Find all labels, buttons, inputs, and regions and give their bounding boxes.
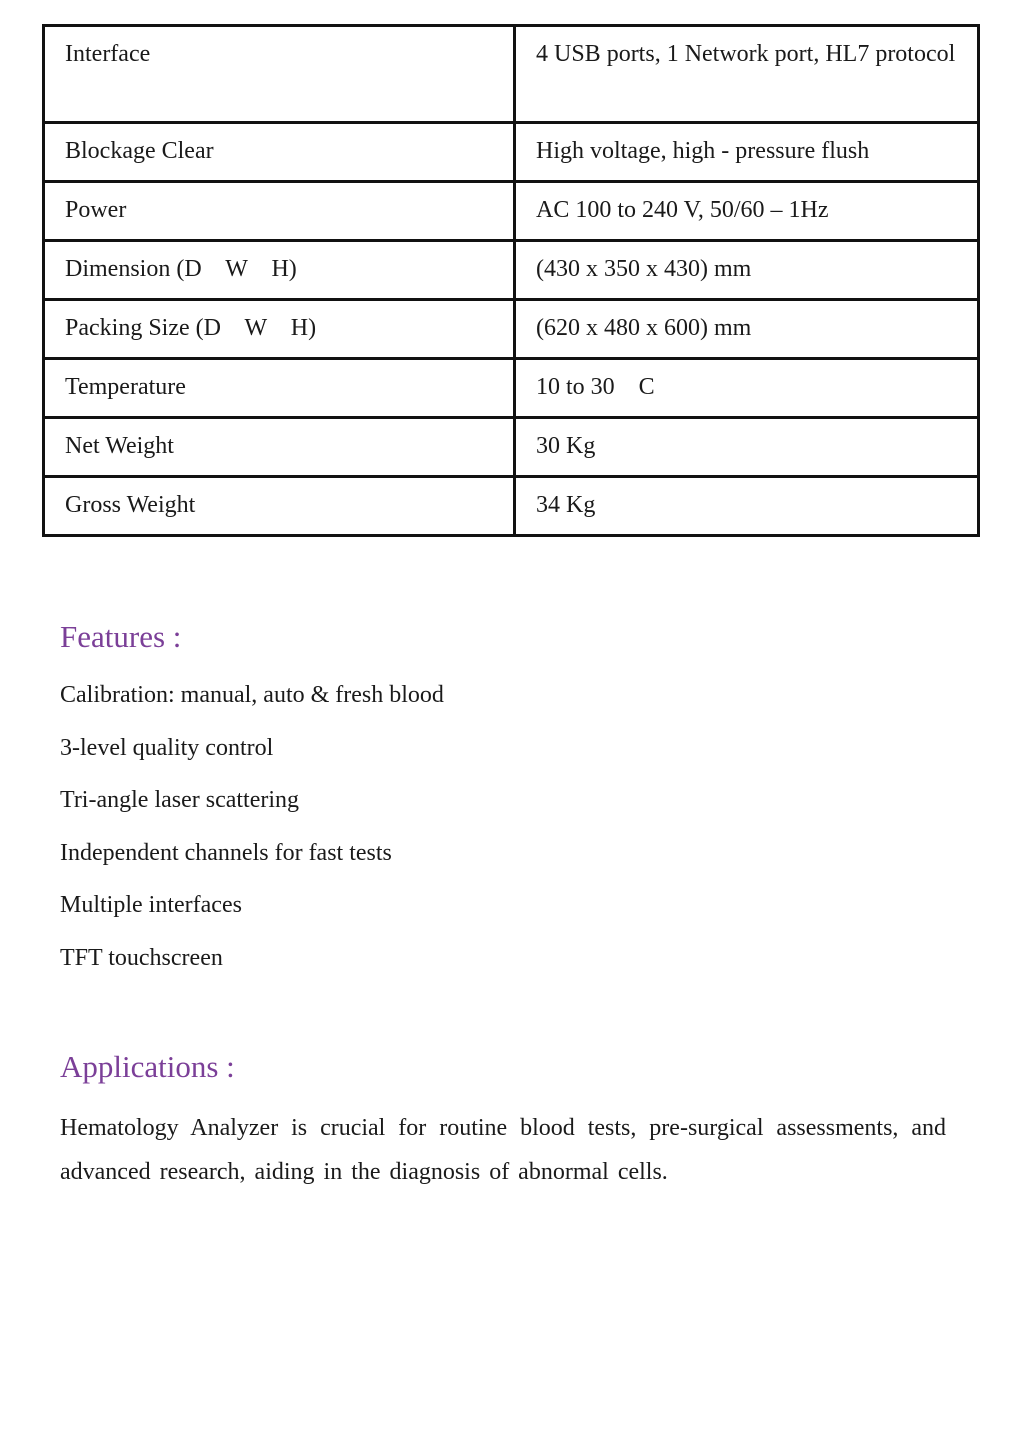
table-row [44, 123, 979, 182]
list-item: Tri-angle laser scattering [60, 787, 300, 813]
table-row [44, 418, 979, 477]
table-row [44, 182, 979, 241]
applications-heading: Applications : [60, 1049, 235, 1084]
spec-key: Net Weight [44, 418, 515, 477]
list-item: Independent channels for fast tests [60, 839, 392, 866]
spec-value: (430 x 350 x 430) mm [515, 241, 979, 300]
list-item: Multiple interfaces [60, 892, 242, 918]
specifications-table [42, 24, 980, 537]
spec-value: 4 USB ports, 1 Network port, HL7 protocol [515, 26, 979, 123]
spec-key: Dimension (D W H) [44, 241, 515, 300]
list-item: TFT touchscreen [60, 944, 223, 971]
spec-value: AC 100 to 240 V, 50/60 – 1Hz [515, 182, 979, 241]
list-item: 3-level quality control [60, 734, 274, 761]
spec-key: Interface [44, 26, 515, 123]
list-item: Calibration: manual, auto & fresh blood [60, 682, 444, 708]
features-list [60, 679, 444, 994]
spec-key: Power [44, 182, 515, 241]
spec-value: 30 Kg [515, 418, 979, 477]
spec-key: Temperature [44, 359, 515, 418]
features-heading: Features : [60, 619, 182, 654]
spec-key: Blockage Clear [44, 123, 515, 182]
applications-paragraph: Hematology Analyzer is crucial for routine blood tests, pre-surgical assessments, and advanced research, aiding in the diagnosis of abnormal cells. [60, 1115, 946, 1185]
spec-value: 34 Kg [515, 477, 979, 536]
table-row [44, 26, 979, 123]
spec-value: (620 x 480 x 600) mm [515, 300, 979, 359]
table-row [44, 241, 979, 300]
spec-value: 10 to 30 C [515, 359, 979, 418]
table-row [44, 300, 979, 359]
spec-value: High voltage, high - pressure flush [515, 123, 979, 182]
table-row [44, 477, 979, 536]
spec-key: Gross Weight [44, 477, 515, 536]
table-row [44, 359, 979, 418]
spec-key: Packing Size (D W H) [44, 300, 515, 359]
